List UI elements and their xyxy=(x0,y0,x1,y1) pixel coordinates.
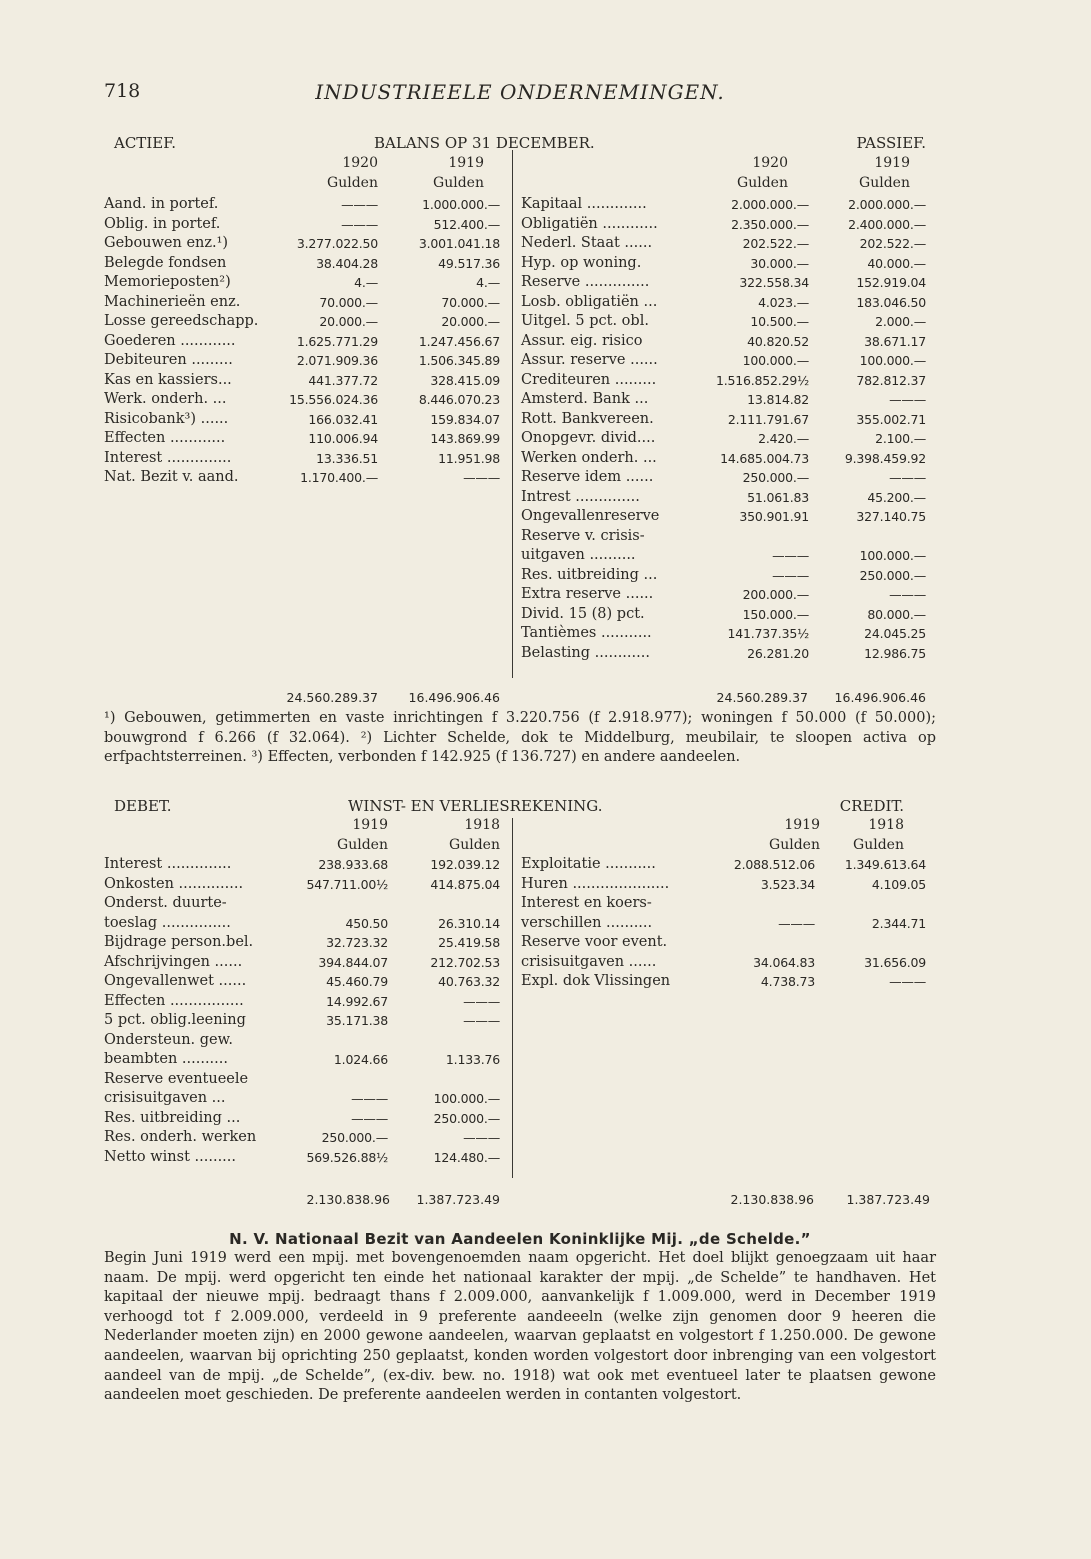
row-label: Werk. onderh. ... xyxy=(104,391,227,407)
unit-label: Gulden xyxy=(337,836,388,853)
table-row xyxy=(521,215,926,235)
row-label: Debiteuren ......... xyxy=(104,352,233,368)
balans-title: BALANS OP 31 DECEMBER. xyxy=(374,134,595,152)
credit-col-1918 xyxy=(812,816,904,855)
row-value: 150.000.— xyxy=(742,606,809,622)
row-label: Onopgevr. divid.... xyxy=(521,430,656,446)
row-value: ——— xyxy=(889,392,926,407)
table-row xyxy=(521,507,926,527)
row-value: ——— xyxy=(463,993,500,1009)
table-row xyxy=(521,644,926,664)
page-number: 718 xyxy=(104,80,141,102)
table-row xyxy=(104,195,500,215)
table-row xyxy=(104,293,500,313)
table-row xyxy=(521,195,926,215)
row-value: 14.685.004.73 xyxy=(720,450,809,466)
balans-section xyxy=(104,134,936,156)
row-value: 70.000.— xyxy=(319,294,378,310)
table-row xyxy=(104,351,500,371)
passief-col-1920 xyxy=(700,154,788,193)
row-value: 2.100.— xyxy=(875,431,926,446)
row-value: ——— xyxy=(889,470,926,485)
row-value: ——— xyxy=(778,915,815,931)
row-value: 250.000.— xyxy=(859,567,926,583)
table-row xyxy=(521,953,926,973)
row-value: 212.702.53 xyxy=(430,954,500,970)
table-row xyxy=(104,215,500,235)
table-row xyxy=(521,875,926,895)
total-actief-1920: 24.560.289.37 xyxy=(286,690,378,705)
row-value: ——— xyxy=(463,470,500,485)
row-label: crisisuitgaven ...... xyxy=(521,953,657,970)
total-passief-1919: 16.496.906.46 xyxy=(834,690,926,705)
table-row xyxy=(521,488,926,508)
year-label: 1919 xyxy=(784,817,820,833)
debet-table xyxy=(104,855,500,1167)
row-value: 40.763.32 xyxy=(438,974,500,989)
row-label: Exploitatie ........... xyxy=(521,856,656,872)
row-label: Reserve idem ...... xyxy=(521,469,654,485)
row-label: Assur. reserve ...... xyxy=(521,352,658,368)
row-value: 3.277.022.50 xyxy=(296,236,378,251)
table-row xyxy=(521,351,926,371)
row-value: 450.50 xyxy=(345,915,388,931)
row-label: Expl. dok Vlissingen xyxy=(521,973,671,989)
unit-label: Gulden xyxy=(769,836,820,853)
row-value: ——— xyxy=(772,567,809,583)
row-value: 4.023.— xyxy=(758,294,809,310)
row-label: Reserve voor event. xyxy=(521,934,668,950)
row-value: 202.522.— xyxy=(742,236,809,251)
credit-col-1919 xyxy=(728,816,820,855)
row-value: 13.336.51 xyxy=(316,450,378,466)
row-label: Memorieposten²) xyxy=(104,274,231,290)
row-label: Rott. Bankvereen. xyxy=(521,410,654,427)
row-label: Oblig. in portef. xyxy=(104,215,221,232)
table-row xyxy=(521,624,926,644)
total-credit-1919: 2.130.838.96 xyxy=(730,1192,814,1207)
table-row xyxy=(104,410,500,430)
row-label: Res. uitbreiding ... xyxy=(521,566,658,583)
row-value: 2.111.791.67 xyxy=(727,411,809,427)
row-value: ——— xyxy=(463,1130,500,1145)
row-label: Aand. in portef. xyxy=(104,196,219,212)
table-row xyxy=(521,933,926,953)
table-row xyxy=(104,254,500,274)
winst-title: WINST- EN VERLIESREKENING. xyxy=(348,797,603,815)
row-label: Reserve v. crisis- xyxy=(521,527,645,544)
row-value: 4.109.05 xyxy=(871,876,926,892)
table-row xyxy=(104,953,500,973)
row-value: 350.901.91 xyxy=(739,509,809,524)
table-row xyxy=(521,254,926,274)
row-label: beambten .......... xyxy=(104,1051,228,1067)
row-value: 569.526.88½ xyxy=(306,1149,388,1165)
row-label: toeslag ............... xyxy=(104,914,231,931)
row-label: Gebouwen enz.¹) xyxy=(104,235,229,251)
row-value: 45.460.79 xyxy=(326,974,388,989)
row-value: 2.420.— xyxy=(758,431,809,446)
row-value: 322.558.34 xyxy=(739,275,809,290)
row-value: ——— xyxy=(889,587,926,602)
row-value: 238.933.68 xyxy=(318,857,388,872)
row-value: 80.000.— xyxy=(867,606,926,622)
table-row xyxy=(104,1148,500,1168)
row-label: Losse gereedschapp. xyxy=(104,313,259,329)
table-row xyxy=(104,875,500,895)
table-row xyxy=(521,546,926,566)
row-value: 45.200.— xyxy=(867,489,926,505)
year-label: 1920 xyxy=(752,155,788,171)
table-row xyxy=(104,273,500,293)
row-value: 152.919.04 xyxy=(856,275,926,290)
row-label: Werken onderh. ... xyxy=(521,449,657,466)
row-value: 414.875.04 xyxy=(430,876,500,892)
row-value: 2.088.512.06 xyxy=(733,857,815,872)
credit-table xyxy=(521,855,926,992)
row-value: 1.000.000.— xyxy=(422,197,500,212)
year-label: 1918 xyxy=(868,817,904,833)
row-value: 32.723.32 xyxy=(326,935,388,950)
row-value: 4.738.73 xyxy=(760,974,815,989)
row-label: Hyp. op woning. xyxy=(521,254,642,271)
table-row xyxy=(104,933,500,953)
row-label: Intrest .............. xyxy=(521,488,640,505)
total-debet-1919: 2.130.838.96 xyxy=(306,1192,390,1207)
row-label: Reserve .............. xyxy=(521,274,650,290)
row-value: 25.419.58 xyxy=(438,935,500,950)
row-value: 49.517.36 xyxy=(438,255,500,271)
row-label: Nat. Bezit v. aand. xyxy=(104,469,239,485)
row-value: 13.814.82 xyxy=(747,392,809,407)
row-value: 441.377.72 xyxy=(308,372,378,388)
bezit-title: N. V. Nationaal Bezit van Aandeelen Koninklijke Mij. „de Schelde.” xyxy=(229,1230,811,1248)
row-value: ——— xyxy=(341,216,378,232)
row-label: Reserve eventueele xyxy=(104,1070,249,1087)
row-value: 166.032.41 xyxy=(308,411,378,427)
year-label: 1919 xyxy=(874,155,910,171)
table-row xyxy=(521,585,926,605)
table-row xyxy=(521,855,926,875)
unit-label: Gulden xyxy=(853,836,904,853)
row-value: 26.310.14 xyxy=(438,915,500,931)
winst-divider xyxy=(512,818,513,1178)
table-row xyxy=(104,972,500,992)
table-row xyxy=(521,605,926,625)
table-row xyxy=(521,312,926,332)
row-value: 38.671.17 xyxy=(864,333,926,349)
row-value: 4.— xyxy=(476,275,500,290)
row-value: 100.000.— xyxy=(859,353,926,368)
row-value: 20.000.— xyxy=(319,314,378,329)
row-value: 70.000.— xyxy=(441,294,500,310)
table-row xyxy=(521,293,926,313)
table-row xyxy=(104,992,500,1012)
row-value: 328.415.09 xyxy=(430,372,500,388)
row-label: Belasting ............ xyxy=(521,644,650,661)
unit-label: Gulden xyxy=(859,174,910,191)
total-passief-1920: 24.560.289.37 xyxy=(716,690,808,705)
unit-label: Gulden xyxy=(737,174,788,191)
row-value: 100.000.— xyxy=(859,548,926,563)
row-label: Losb. obligatiën ... xyxy=(521,293,658,310)
row-label: verschillen .......... xyxy=(521,914,653,931)
row-value: 782.812.37 xyxy=(856,372,926,388)
row-value: 38.404.28 xyxy=(316,255,378,271)
year-label: 1918 xyxy=(464,817,500,833)
row-value: 20.000.— xyxy=(441,314,500,329)
row-value: 35.171.38 xyxy=(326,1013,388,1028)
row-value: 2.400.000.— xyxy=(848,216,926,232)
row-label: Onkosten .............. xyxy=(104,875,244,892)
row-label: Kas en kassiers... xyxy=(104,371,232,388)
table-row xyxy=(104,371,500,391)
row-value: 1.625.771.29 xyxy=(296,333,378,349)
table-row xyxy=(521,914,926,934)
row-value: 9.398.459.92 xyxy=(844,450,926,466)
table-row xyxy=(521,332,926,352)
running-title: INDUSTRIEELE ONDERNEMINGEN. xyxy=(315,80,725,104)
row-label: Huren ..................... xyxy=(521,875,670,892)
table-row xyxy=(521,390,926,410)
row-label: Bijdrage person.bel. xyxy=(104,934,254,950)
row-value: 31.656.09 xyxy=(864,954,926,970)
row-value: 40.820.52 xyxy=(747,333,809,349)
row-label: Belegde fondsen xyxy=(104,254,227,271)
passief-heading: PASSIEF. xyxy=(856,134,926,152)
table-row xyxy=(104,1011,500,1031)
row-value: 159.834.07 xyxy=(430,411,500,427)
row-label: Risicobank³) ...... xyxy=(104,410,229,427)
row-label: crisisuitgaven ... xyxy=(104,1090,226,1106)
row-label: Crediteuren ......... xyxy=(521,371,657,388)
row-label: Interest en koers- xyxy=(521,895,652,911)
row-label: Divid. 15 (8) pct. xyxy=(521,605,645,622)
table-row xyxy=(104,1109,500,1129)
passief-col-1919 xyxy=(818,154,910,193)
balans-headings xyxy=(104,134,936,156)
row-value: 40.000.— xyxy=(867,255,926,271)
row-value: ——— xyxy=(351,1091,388,1106)
unit-label: Gulden xyxy=(327,174,378,191)
row-value: ——— xyxy=(463,1013,500,1028)
actief-table xyxy=(104,195,500,488)
actief-heading: ACTIEF. xyxy=(114,134,177,152)
table-row xyxy=(521,234,926,254)
table-row xyxy=(521,429,926,449)
row-label: Effecten ............ xyxy=(104,430,226,446)
row-value: 2.350.000.— xyxy=(731,216,809,232)
table-row xyxy=(521,449,926,469)
row-value: 2.000.— xyxy=(875,314,926,329)
unit-label: Gulden xyxy=(449,836,500,853)
row-label: Res. onderh. werken xyxy=(104,1129,257,1145)
table-row xyxy=(104,1031,500,1051)
row-value: 51.061.83 xyxy=(747,489,809,505)
row-value: 1.506.345.89 xyxy=(418,353,500,368)
balans-divider xyxy=(512,150,513,678)
row-value: 202.522.— xyxy=(859,236,926,251)
debet-col-1919 xyxy=(300,816,388,855)
row-label: Tantièmes ........... xyxy=(521,625,652,641)
table-row xyxy=(521,468,926,488)
row-label: Kapitaal ............. xyxy=(521,196,647,212)
row-label: Machinerieën enz. xyxy=(104,293,241,310)
row-value: 1.024.66 xyxy=(333,1052,388,1067)
row-label: Goederen ............ xyxy=(104,332,236,349)
row-value: 143.869.99 xyxy=(430,431,500,446)
row-value: 200.000.— xyxy=(742,587,809,602)
table-row xyxy=(521,273,926,293)
table-row xyxy=(104,234,500,254)
year-label: 1919 xyxy=(352,817,388,833)
row-value: 327.140.75 xyxy=(856,509,926,524)
row-label: Uitgel. 5 pct. obl. xyxy=(521,313,649,329)
row-label: Netto winst ......... xyxy=(104,1148,237,1165)
table-row xyxy=(104,332,500,352)
row-label: Interest .............. xyxy=(104,449,232,466)
row-value: 547.711.00½ xyxy=(306,876,388,892)
table-row xyxy=(104,894,500,914)
table-row xyxy=(104,1128,500,1148)
row-value: 394.844.07 xyxy=(318,954,388,970)
row-label: Nederl. Staat ...... xyxy=(521,235,653,251)
debet-col-1918 xyxy=(408,816,500,855)
year-label: 1920 xyxy=(342,155,378,171)
row-value: 124.480.— xyxy=(433,1149,500,1165)
table-row xyxy=(104,855,500,875)
row-label: Amsterd. Bank ... xyxy=(521,391,649,407)
row-label: Onderst. duurte- xyxy=(104,895,227,911)
row-value: 110.006.94 xyxy=(308,431,378,446)
row-label: Interest .............. xyxy=(104,856,232,872)
table-row xyxy=(104,1089,500,1109)
bezit-text: Begin Juni 1919 werd een mpij. met bovengenoemden naam opgericht. Het doel blijkt genoegzaam uit haar naam. De mpij. werd opgericht ten einde het nationaal karakter der mpij. „de Schelde” te handhaven. Het kapitaal der nieuwe mpij. bedraagt thans f 2.009.000, aanvankelijk f 1.009.000, werd in December 1919 verhoogd tot f 2.009.000, verdeeld in 9 preferente aandeeeln (welke zijn genomen door 9 heeren die Nederlander moeten zijn) en 2000 gewone aandeelen, waarvan geplaatst en volgestort f 1.250.000. De gewone aandeelen, waarvan bij oprichting 250 geplaatst, konden worden volgestort door inbrenging van een volgestort aandeel van de mpij. „de Schelde”, (ex-div. bew. no. 1918) wat ook met eventueel later te plaatsen gewone aandeelen moet geschieden. De preferente aandeelen werden in contanten volgestort. xyxy=(104,1250,936,1404)
row-value: ——— xyxy=(341,197,378,212)
total-debet-1918: 1.387.723.49 xyxy=(416,1192,500,1207)
row-label: Ongevallenreserve xyxy=(521,508,660,524)
row-label: Assur. eig. risico xyxy=(521,332,643,349)
table-row xyxy=(104,468,500,488)
table-row xyxy=(521,894,926,914)
table-row xyxy=(104,914,500,934)
row-value: ——— xyxy=(772,548,809,563)
row-value: 1.516.852.29½ xyxy=(715,372,809,388)
actief-col-1919 xyxy=(392,154,484,193)
row-value: 24.045.25 xyxy=(864,626,926,641)
table-row xyxy=(104,449,500,469)
row-value: 1.247.456.67 xyxy=(418,333,500,349)
row-value: 2.344.71 xyxy=(871,915,926,931)
row-label: Afschrijvingen ...... xyxy=(104,953,243,970)
row-value: ——— xyxy=(351,1110,388,1126)
row-value: 100.000.— xyxy=(742,353,809,368)
table-row xyxy=(521,566,926,586)
table-row xyxy=(521,371,926,391)
row-value: 183.046.50 xyxy=(856,294,926,310)
row-label: Res. uitbreiding ... xyxy=(104,1109,241,1126)
table-row xyxy=(104,1070,500,1090)
row-value: 4.— xyxy=(354,275,378,290)
debet-heading: DEBET. xyxy=(114,797,172,815)
row-value: 1.170.400.— xyxy=(300,470,378,485)
table-row xyxy=(521,410,926,430)
row-value: 2.000.000.— xyxy=(731,197,809,212)
row-label: Obligatiën ............ xyxy=(521,215,658,232)
row-label: uitgaven .......... xyxy=(521,547,636,563)
row-label: Effecten ................ xyxy=(104,992,244,1009)
table-row xyxy=(521,527,926,547)
row-value: 30.000.— xyxy=(750,255,809,271)
row-label: 5 pct. oblig.leening xyxy=(104,1012,246,1028)
total-actief-1919: 16.496.906.46 xyxy=(408,690,500,705)
row-value: 1.349.613.64 xyxy=(844,857,926,872)
row-value: 1.133.76 xyxy=(445,1052,500,1067)
credit-heading: CREDIT. xyxy=(839,797,904,815)
row-value: 34.064.83 xyxy=(753,954,815,970)
table-row xyxy=(104,429,500,449)
table-row xyxy=(104,1050,500,1070)
row-value: 14.992.67 xyxy=(326,993,388,1009)
row-value: 250.000.— xyxy=(433,1110,500,1126)
row-value: 250.000.— xyxy=(321,1130,388,1145)
row-label: Ondersteun. gew. xyxy=(104,1031,233,1048)
row-value: 192.039.12 xyxy=(430,857,500,872)
row-label: Extra reserve ...... xyxy=(521,586,654,602)
row-value: 3.523.34 xyxy=(760,876,815,892)
row-value: 3.001.041.18 xyxy=(418,236,500,251)
table-row xyxy=(521,972,926,992)
row-value: 2.000.000.— xyxy=(848,197,926,212)
table-row xyxy=(104,390,500,410)
row-value: 15.556.024.36 xyxy=(289,392,378,407)
row-value: 512.400.— xyxy=(433,216,500,232)
running-header xyxy=(104,80,936,108)
row-value: 2.071.909.36 xyxy=(296,353,378,368)
actief-col-1920 xyxy=(286,154,378,193)
row-value: 10.500.— xyxy=(750,314,809,329)
table-row xyxy=(104,312,500,332)
row-value: 355.002.71 xyxy=(856,411,926,427)
year-label: 1919 xyxy=(448,155,484,171)
row-value: 12.986.75 xyxy=(864,645,926,661)
row-value: 8.446.070.23 xyxy=(418,392,500,407)
row-value: 100.000.— xyxy=(433,1091,500,1106)
row-value: ——— xyxy=(889,974,926,989)
total-credit-1918: 1.387.723.49 xyxy=(846,1192,930,1207)
row-label: Ongevallenwet ...... xyxy=(104,973,247,989)
passief-table xyxy=(521,195,926,663)
row-value: 26.281.20 xyxy=(747,645,809,661)
row-value: 11.951.98 xyxy=(438,450,500,466)
balans-footnote: ¹) Gebouwen, getimmerten en vaste inrichtingen f 3.220.756 (f 2.918.977); woningen f 50.000 (f 50.000); bouwgrond f 6.266 (f 32.064). ²) Lichter Schelde, dok te Middelburg, meubilair, te sloopen activa op erfpachtsterreinen. ³) Effecten, verbonden f 142.925 (f 136.727) en andere aandeelen. xyxy=(104,710,936,765)
unit-label: Gulden xyxy=(433,174,484,191)
row-value: 250.000.— xyxy=(742,470,809,485)
row-value: 141.737.35½ xyxy=(727,626,809,641)
